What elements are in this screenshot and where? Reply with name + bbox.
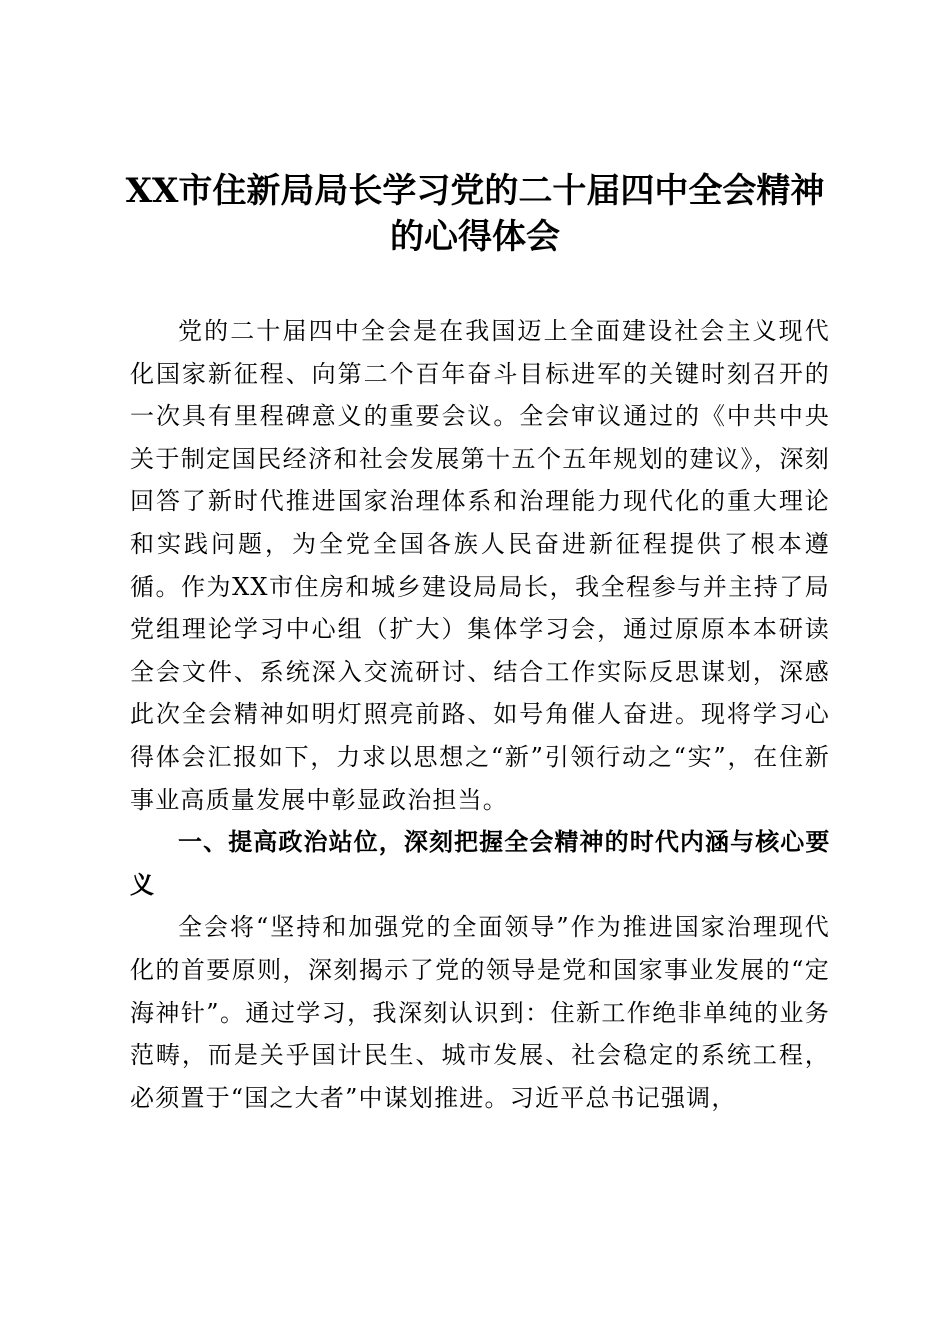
paragraph-intro: 党的二十届四中全会是在我国迈上全面建设社会主义现代化国家新征程、向第二个百年奋斗目标进军的关键时刻召开的一次具有里程碑意义的重要会议。全会审议通过的《中共中央关于制定国民经济和社会发展第十五个五年规划的建议》，深刻回答了新时代推进国家治理体系和治理能力现代化的重大理论和实践问题，为全党全国各族人民奋进新征程提供了根本遵循。作为XX市住房和城乡建设局局长，我全程参与并主持了局党组理论学习中心组（扩大）集体学习会，通过原原本本研读全会文件、系统深入交流研讨、结合工作实际反思谋划，深感此次全会精神如明灯照亮前路、如号角催人奋进。现将学习心得体会汇报如下，力求以思想之“新”引领行动之“实”，在住新事业高质量发展中彰显政治担当。 — [130, 317, 830, 814]
section-heading-1: 一、提高政治站位，深刻把握全会精神的时代内涵与核心要义 — [130, 828, 830, 899]
document-title: XX市住新局局长学习党的二十届四中全会精神的心得体会 — [125, 171, 825, 257]
paragraph-section-1: 全会将“坚持和加强党的全面领导”作为推进国家治理现代化的首要原则，深刻揭示了党的领导是党和国家事业发展的“定海神针”。通过学习，我深刻认识到：住新工作绝非单纯的业务范畴，而是关乎国计民生、城市发展、社会稳定的系统工程，必须置于“国之大者”中谋划推进。习近平总书记强调， — [130, 913, 830, 1112]
document-body — [130, 310, 830, 1119]
